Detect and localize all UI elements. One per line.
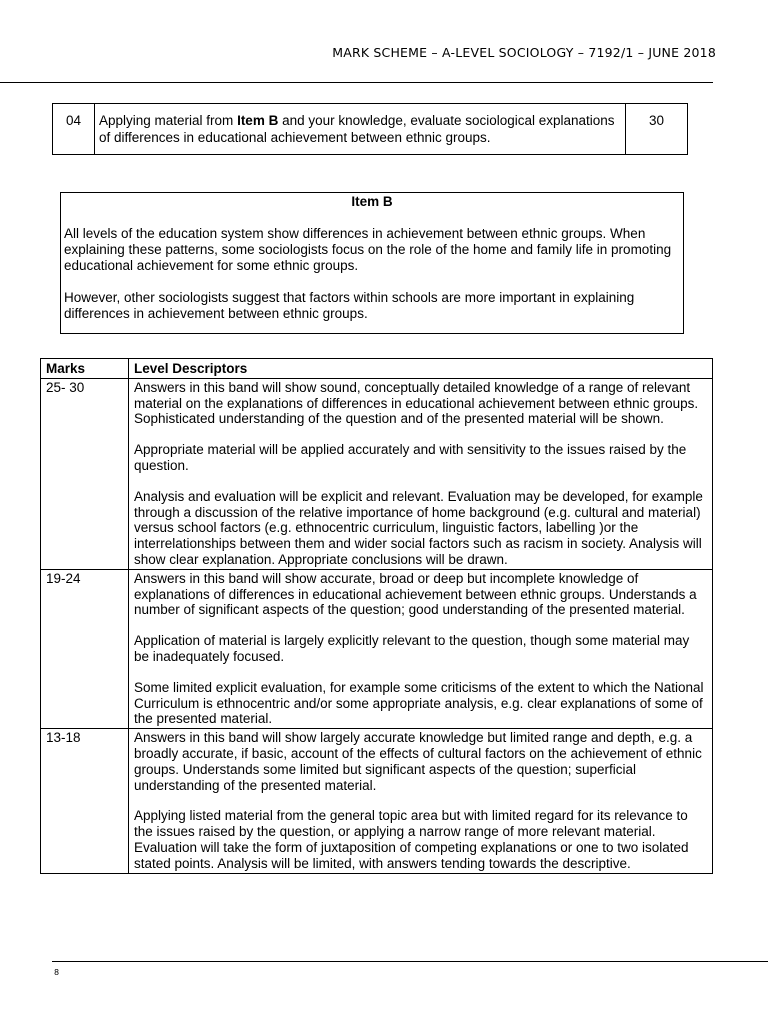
- question-text-after: and your knowledge, evaluate sociological explanations of differences in educational achievement between ethnic groups.: [99, 113, 615, 145]
- descriptor-paragraph: Analysis and evaluation will be explicit and relevant. Evaluation may be developed, for example through a discussion of the relative importance of home background (e.g. cultural and material) versus school factors (e.g. ethnocentric curriculum, linguistic factors, labelling )or the interrelationships between them and wider social factors such as racism in society. Analysis will show clear explanation. Appropriate conclusions will be drawn.: [134, 488, 703, 567]
- descriptor-paragraph: Answers in this band will show largely accurate knowledge but limited range and depth, e.g. a broadly accurate, if basic, account of the effects of cultural factors on the achievement of ethnic groups. Understands some limited but significant aspects of the question; superficial understanding of the presented material.: [134, 730, 702, 793]
- descriptor-paragraph: Applying listed material from the general topic area but with limited regard for its relevance to the issues raised by the question, or applying a narrow range of more relevant material. Evaluation will take the form of juxtaposition of competing explanations or one to two isolated stated points. Analysis will be limited, with answers tending towards the descriptive.: [134, 808, 689, 871]
- level-descriptors-table: [40, 358, 713, 874]
- item-b-paragraph: However, other sociologists suggest that factors within schools are more important in explaining differences in achievement between ethnic groups.: [64, 290, 635, 321]
- descriptor-paragraph: Application of material is largely explicitly relevant to the question, though some material may be inadequately focused.: [134, 633, 690, 664]
- level-descriptor: [129, 729, 713, 873]
- question-table: [52, 103, 688, 155]
- table-row: [41, 729, 713, 873]
- marks-band: 13-18: [41, 729, 129, 873]
- table-row: [41, 378, 713, 569]
- table-header-row: [41, 359, 713, 379]
- page-number: 8: [54, 968, 60, 977]
- question-marks: 30: [626, 104, 688, 155]
- footer-divider: [52, 961, 768, 962]
- question-text: [95, 104, 626, 155]
- marks-column-header: Marks: [41, 359, 129, 379]
- item-b-paragraph: All levels of the education system show differences in achievement between ethnic groups. When explaining these patterns, some sociologists focus on the role of the home and family life in promoting educational achievement for some ethnic groups.: [64, 226, 672, 273]
- question-text-before: Applying material from: [99, 113, 238, 128]
- page-header-title: MARK SCHEME – A-LEVEL SOCIOLOGY – 7192/1 – JUNE 2018: [332, 45, 716, 60]
- level-descriptor: [129, 569, 713, 728]
- item-b-box: [60, 192, 684, 334]
- descriptor-paragraph: Answers in this band will show sound, conceptually detailed knowledge of a range of relevant material on the explanations of differences in educational achievement between ethnic groups. Sophisticated understanding of the question and of the presented material will be shown.: [134, 379, 699, 427]
- descriptor-paragraph: Answers in this band will show accurate, broad or deep but incomplete knowledge of explanations of differences in educational achievement between ethnic groups. Understands a number of significant aspects of the question; good understanding of the presented material.: [134, 570, 697, 618]
- marks-band: 19-24: [41, 569, 129, 728]
- level-descriptor: [129, 378, 713, 569]
- question-item-reference: Item B: [237, 113, 279, 128]
- item-b-title: Item B: [351, 194, 393, 209]
- header-divider: [0, 82, 713, 83]
- question-row: [53, 104, 688, 155]
- table-row: [41, 569, 713, 728]
- descriptor-paragraph: Some limited explicit evaluation, for example some criticisms of the extent to which the National Curriculum is ethnocentric and/or some appropriate analysis, e.g. clear explanations of some of the presented material.: [134, 679, 704, 727]
- question-number: 04: [53, 104, 95, 155]
- descriptors-column-header: Level Descriptors: [129, 359, 713, 379]
- descriptor-paragraph: Appropriate material will be applied accurately and with sensitivity to the issues raised by the question.: [134, 442, 687, 473]
- marks-band: 25- 30: [41, 378, 129, 569]
